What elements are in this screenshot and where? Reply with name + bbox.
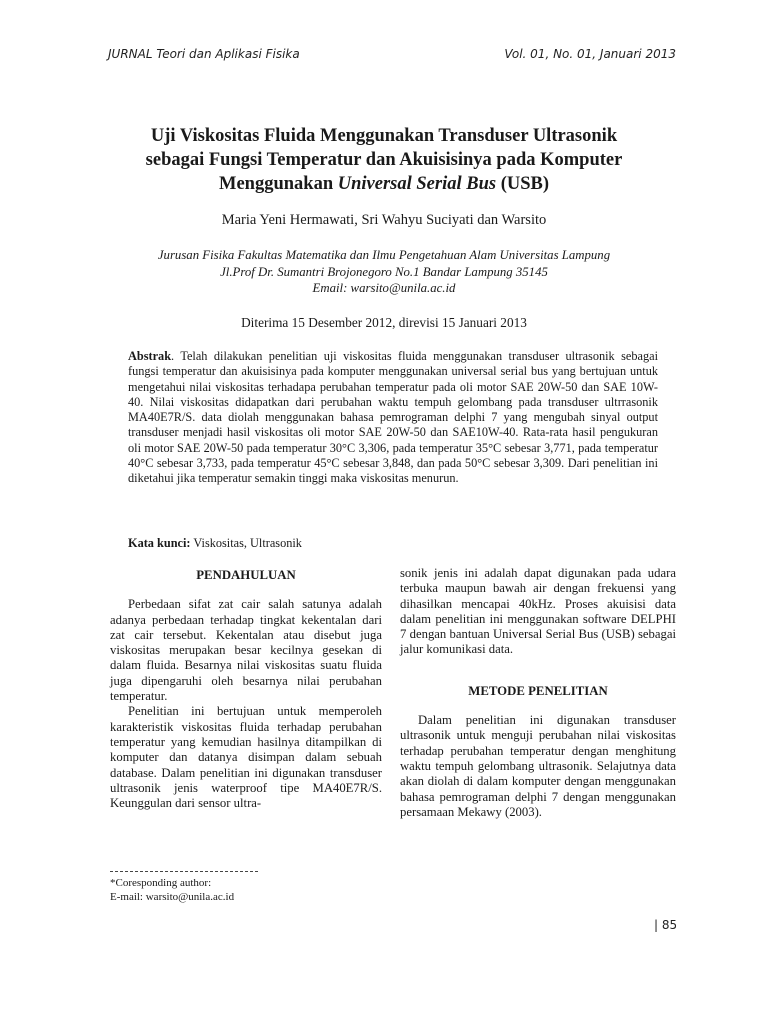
paper-title xyxy=(60,124,708,196)
abstract xyxy=(128,349,658,487)
intro-paragraph-continued: sonik jenis ini adalah dapat digunakan pada udara terbuka maupun bawah air dengan frekuensi yang dihasilkan mencapai 40kHz. Proses akuisisi data dalam penelitian ini menggunakan software DELPHI 7 dengan bantuan Universal Serial Bus (USB) sebagai jalur komunikasi data. xyxy=(400,566,676,657)
footnote-email: E-mail: warsito@unila.ac.id xyxy=(110,891,235,903)
footnote xyxy=(110,876,390,904)
journal-name: JURNAL Teori dan Aplikasi Fisika xyxy=(108,47,300,61)
abstract-text: . Telah dilakukan penelitian uji viskositas fluida menggunakan transduser ultrasonik sebagai fungsi temperatur dan akuisisinya pada komputer menggunakan universal serial bus yang bertujuan untuk mengetahui nilai viskositas terhadapa perubahan temperatur pada oli motor SAE 20W-50 dan SAE 10W-40. Nilai viskositas didapatkan dari perubahan waktu tempuh gelombang pada transduser ultrrasonik MA40E7R/S. data diolah menggunakan bahasa pemrograman delphi 7 yang mengubah sinyal output transduser menjadi hasil viskositas oli motor SAE 20W-50 dan SAE10W-40. Rata-rata hasil pengukuran oli motor SAE 20W-50 pada temperatur 30°C 3,306, pada temperatur 35°C sebesar 3,771, pada temperatur 40°C sebesar 3,733, pada temperatur 45°C sebesar 3,848, dan pada 50°C sebesar 3,309. Dari penelitian ini diketahui jika temperatur semakin tinggi maka viskositas menurun. xyxy=(128,349,658,486)
left-column xyxy=(110,566,382,811)
page-number: | 85 xyxy=(654,918,678,932)
keywords-label: Kata kunci: xyxy=(128,536,191,550)
affiliation-email: Email: warsito@unila.ac.id xyxy=(312,281,456,295)
title-line-2: sebagai Fungsi Temperatur dan Akuisisinya pada Komputer xyxy=(145,150,623,170)
section-title-metode: METODE PENELITIAN xyxy=(468,683,608,698)
affiliation xyxy=(60,247,708,297)
keywords-text: Viskositas, Ultrasonik xyxy=(190,536,302,550)
title-line-3-post: (USB) xyxy=(496,174,549,194)
method-paragraph-1: Dalam penelitian ini digunakan transduser ultrasonik untuk menguji perubahan nilai viskositas terhadap perubahan temperatur dengan menghitung waktu tempuh gelombang ultrasonik. Selajutnya data akan diolah di dalam komputer dengan menggunakan bahasa pemrograman delphi 7 dengan menggunakan persamaan Mekawy (2003). xyxy=(400,713,676,819)
footnote-corresponding: *Coresponding author: xyxy=(110,877,212,889)
affiliation-line-1: Jurusan Fisika Fakultas Matematika dan Ilmu Pengetahuan Alam Universitas Lampung xyxy=(157,248,611,262)
title-line-3-pre: Menggunakan xyxy=(219,174,338,194)
volume-info: Vol. 01, No. 01, Januari 2013 xyxy=(504,47,676,61)
keywords xyxy=(128,536,658,551)
affiliation-line-2: Jl.Prof Dr. Sumantri Brojonegoro No.1 Bandar Lampung 35145 xyxy=(220,264,548,279)
running-header xyxy=(108,47,676,61)
title-line-3 xyxy=(60,172,708,196)
abstract-label: Abstrak xyxy=(128,349,172,363)
author-list: Maria Yeni Hermawati, Sri Wahyu Suciyati dan Warsito xyxy=(221,212,547,228)
received-date: Diterima 15 Desember 2012, direvisi 15 Januari 2013 xyxy=(241,315,527,330)
title-line-1: Uji Viskositas Fluida Menggunakan Transduser Ultrasonik xyxy=(150,126,618,146)
intro-paragraph-2: Penelitian ini bertujuan untuk memperoleh karakteristik viskositas fluida terhadap perubahan temperatur yang kemudian hasilnya ditampilkan di komputer dan datanya disimpan dalam sebuah database. Dalam penelitian ini digunakan transduser ultrasonik jenis waterproof tipe MA40E7R/S. Keunggulan dari sensor ultra- xyxy=(110,704,382,811)
title-line-3-italic: Universal Serial Bus xyxy=(337,174,497,194)
right-column xyxy=(400,566,676,820)
intro-paragraph-1: Perbedaan sifat zat cair salah satunya adalah adanya perbedaan terhadap tingkat kekentalan dari zat cair tersebut. Kekentalan atau disebut juga viskositas merupakan besar kecilnya gesekan di dalam fluida. Besarnya nilai viskositas suatu fluida juga dipengaruhi oleh besarnya nilai perubahan temperatur. xyxy=(110,597,382,704)
footnote-divider xyxy=(110,871,258,872)
section-title-pendahuluan: PENDAHULUAN xyxy=(196,568,296,582)
